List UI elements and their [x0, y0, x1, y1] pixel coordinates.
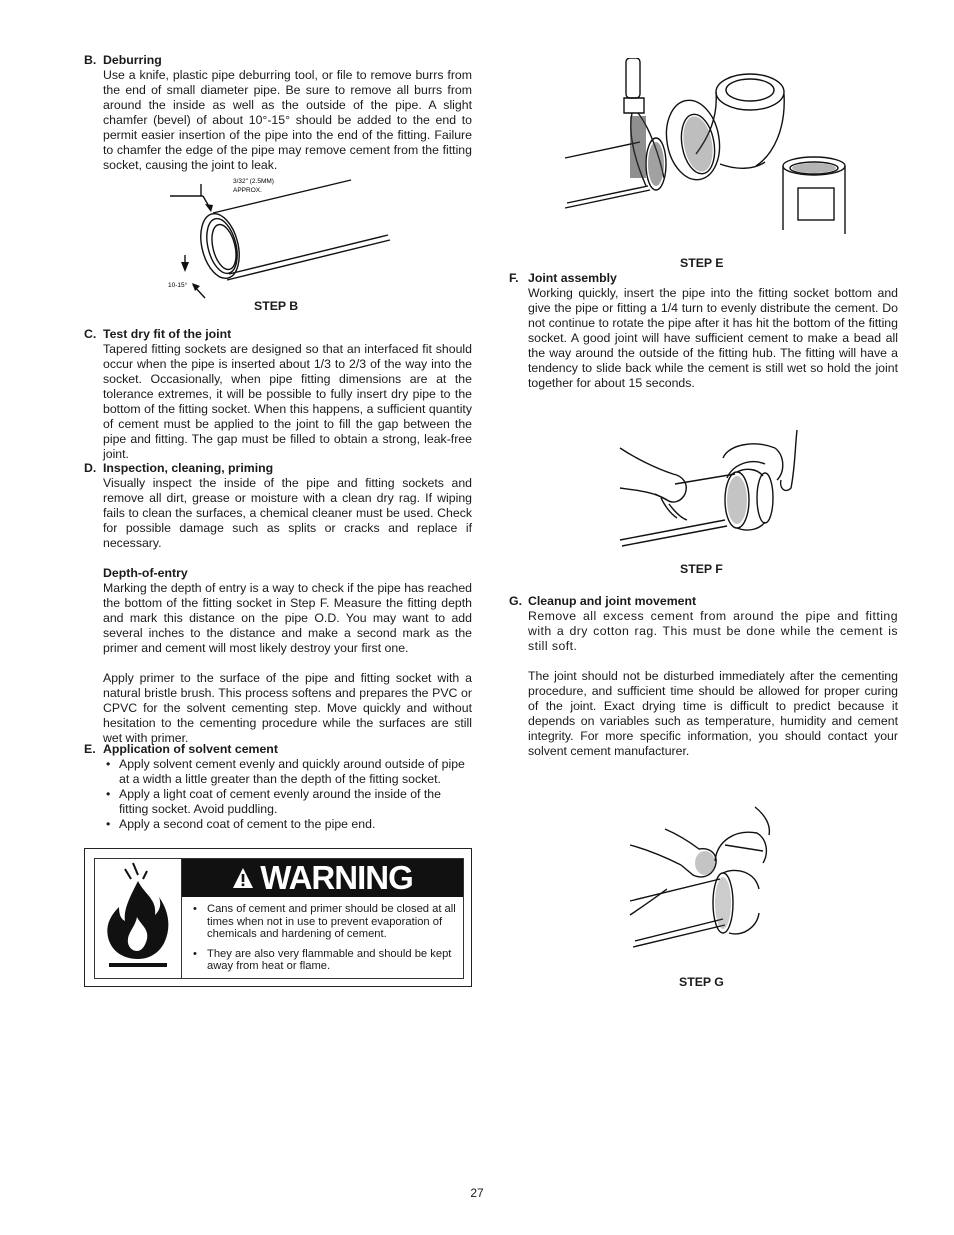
section-e-list: [103, 757, 472, 832]
primer-text: Apply primer to the surface of the pipe and fitting socket with a natural bristle brush. This process softens and prepares the PVC or CPVC for the solvent cementing step. Move quickly and without hesitation to the cementing procedure while the surfaces are still wet with primer.: [103, 671, 472, 745]
flame-icon: [95, 859, 182, 978]
step-b-illustration: [165, 170, 395, 305]
section-b: [84, 53, 472, 173]
section-g-heading: G. Cleanup and joint movement: [509, 594, 697, 608]
section-e: [84, 742, 472, 832]
approx-label: APPROX.: [233, 187, 262, 194]
list-item: • Apply a light coat of cement evenly around the inside of the fitting socket. Avoid puddling.: [103, 787, 472, 817]
section-g: [509, 594, 898, 759]
step-f-caption: STEP F: [680, 562, 723, 576]
section-g-text-2: The joint should not be disturbed immediately after the cementing procedure, and sufficient time should be allowed for proper curing of the joint. Exact drying time is difficult to predict because it depends on variables such as temperature, humidity and cement integrity. For more specific information, you should contact your solvent cement manufacturer.: [528, 669, 898, 758]
step-g-illustration: [625, 805, 775, 955]
section-d-heading: D. Inspection, cleaning, priming: [84, 461, 274, 475]
step-e-illustration: [560, 58, 850, 243]
list-item: • Cans of cement and primer should be closed at all times when not in use to prevent evaporation of chemicals and hardening of cement.: [191, 903, 457, 941]
section-e-heading: E. Application of solvent cement: [84, 742, 278, 756]
list-item: • Apply solvent cement evenly and quickly around outside of pipe at a width a little greater than the depth of the fitting socket.: [103, 757, 472, 787]
section-c-text: Tapered fitting sockets are designed so that an interfaced fit should occur when the pipe is inserted about 1/3 to 2/3 of the way into the socket. Occasionally, when pipe fitting dimensions are at the tolerance extremes, it will be possible to fully insert dry pipe to the bottom of the fitting socket. When this happens, a sufficient quantity of cement must be applied to the joint to fill the gap between the pipe and fitting. The gap must be filled to obtain a strong, leak-free joint.: [103, 342, 472, 461]
list-item: • Apply a second coat of cement to the pipe end.: [103, 817, 472, 832]
section-f-heading: F. Joint assembly: [509, 271, 617, 285]
angle-label: 10-15°: [168, 282, 188, 289]
list-item: • They are also very flammable and should be kept away from heat or flame.: [191, 948, 457, 973]
warning-box: [84, 848, 472, 987]
warning-banner: [182, 859, 463, 897]
alert-triangle-icon: [232, 867, 254, 889]
section-c-heading: C. Test dry fit of the joint: [84, 327, 232, 341]
section-c: [84, 327, 472, 462]
depth-of-entry-text: Marking the depth of entry is a way to check if the pipe has reached the bottom of the fitting socket in Step F. Measure the fitting depth and mark this distance on the pipe O.D. You may want to add several inches to the distance and make a second mark as the primer and cement will most likely destroy your first one.: [103, 581, 472, 655]
section-g-text: Remove all excess cement from around the pipe and fitting with a dry cotton rag. This must be done while the cement is still soft.: [528, 609, 898, 653]
section-b-heading: B. Deburring: [84, 53, 162, 67]
step-b-caption: STEP B: [254, 299, 299, 313]
warning-title: WARNING: [260, 859, 413, 896]
page-number: 27: [470, 1186, 484, 1200]
section-b-text: Use a knife, plastic pipe deburring tool, or file to remove burrs from the end of small diameter pipe. Be sure to remove all burrs from around the inside as well as the outside of the pipe. A slight chamfer (bevel) of about 10°-15° should be added to the end to permit easier insertion of the pipe into the end of the fitting. Failure to chamfer the edge of the pipe may remove cement from the fitting socket, causing the joint to leak.: [103, 68, 472, 172]
step-f-illustration: [615, 428, 805, 558]
step-e-caption: STEP E: [680, 256, 724, 270]
warning-text: [191, 903, 457, 980]
step-g-caption: STEP G: [679, 975, 724, 989]
section-f-text: Working quickly, insert the pipe into the fitting socket bottom and give the pipe or fitting a 1/4 turn to evenly distribute the cement. Do not continue to rotate the pipe after it has hit the bottom of the fitting socket. A good joint will have sufficient cement to make a bead all the way around the outside of the fitting hub. The fitting will have a tendency to slide back while the cement is still wet so hold the joint together for about 15 seconds.: [528, 286, 898, 390]
gap-label: 3/32" (2.5MM): [233, 178, 274, 185]
section-f: [509, 271, 898, 391]
depth-of-entry-heading: Depth-of-entry: [103, 566, 188, 580]
section-d-text: Visually inspect the inside of the pipe and fitting sockets and remove all dirt, grease or moisture with a clean dry rag. If wiping fails to clean the surfaces, a chemical cleaner must be used. Check for possible damage such as splits or cracks and replace if necessary.: [103, 476, 472, 550]
section-d: [84, 461, 472, 746]
